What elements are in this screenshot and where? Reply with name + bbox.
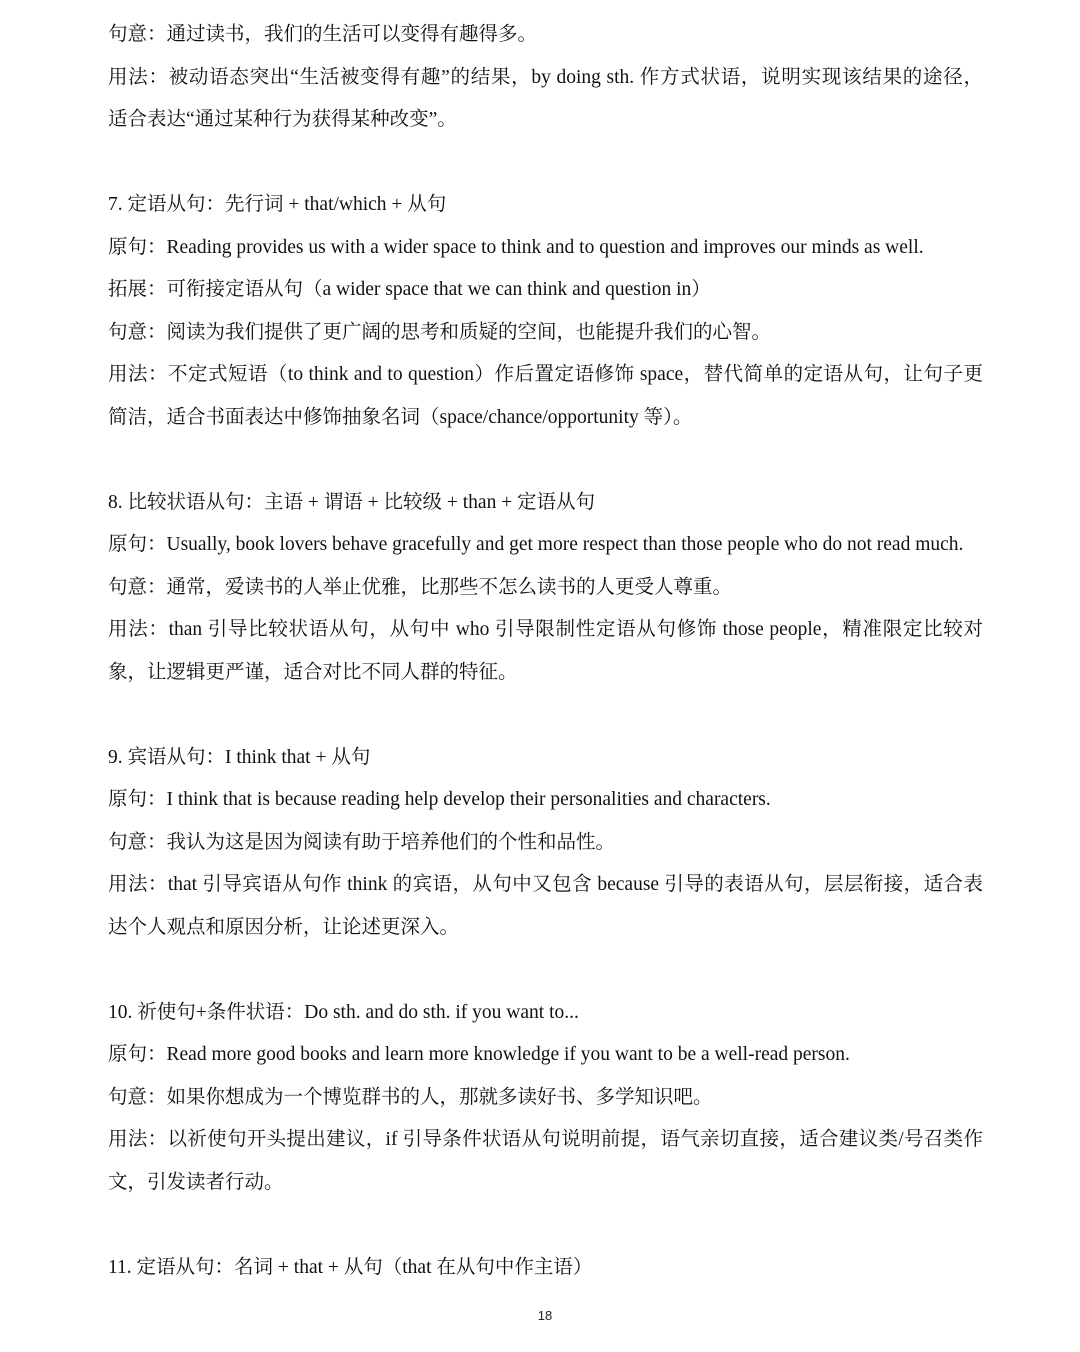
section-heading: 11. 定语从句：名词 + that + 从句（that 在从句中作主语） <box>108 1256 593 1278</box>
extension-line: 拓展：可衔接定语从句（a wider space that we can think and question in） <box>108 279 711 300</box>
section-10 <box>108 992 983 1205</box>
usage-line: 象，让逻辑更严谨，适合对比不同人群的特征。 <box>108 661 518 683</box>
usage-line: 用法：以祈使句开头提出建议，if 引导条件状语从句说明前提，语气亲切直接，适合建议类/号召类作 <box>108 1129 983 1150</box>
usage-paragraph <box>108 57 983 142</box>
meaning-paragraph <box>108 14 983 57</box>
usage-paragraph <box>108 864 983 949</box>
section-heading: 10. 祈使句+条件状语：Do sth. and do sth. if you want to... <box>108 1001 579 1023</box>
section-11 <box>108 1247 983 1290</box>
original-sentence: 原句：Usually, book lovers behave gracefully and get more respect than those people who do not read much. <box>108 534 964 555</box>
usage-line: 用法：that 引导宾语从句作 think 的宾语，从句中又包含 because 引导的表语从句，层层衔接，适合表 <box>108 874 983 895</box>
original-sentence: 原句：Reading provides us with a wider space to think and to question and improves our minds as well. <box>108 236 924 258</box>
meaning-line: 句意：通过读书，我们的生活可以变得有趣得多。 <box>108 24 538 45</box>
usage-paragraph <box>108 1119 983 1204</box>
section-heading: 8. 比较状语从句：主语 + 谓语 + 比较级 + than + 定语从句 <box>108 491 596 513</box>
section-heading: 9. 宾语从句：I think that + 从句 <box>108 746 371 768</box>
usage-line: 用法：than 引导比较状语从句，从句中 who 引导限制性定语从句修饰 those people，精准限定比较对 <box>108 619 983 640</box>
usage-paragraph <box>108 354 983 439</box>
page-content <box>108 14 983 1289</box>
usage-line: 适合表达“通过某种行为获得某种改变”。 <box>108 109 457 130</box>
usage-line: 用法：不定式短语（to think and to question）作后置定语修饰 space，替代简单的定语从句，让句子更 <box>108 364 983 385</box>
usage-line: 文，引发读者行动。 <box>108 1171 284 1193</box>
meaning-line: 句意：我认为这是因为阅读有助于培养他们的个性和品性。 <box>108 831 616 853</box>
original-sentence: 原句：I think that is because reading help develop their personalities and characters. <box>108 789 771 810</box>
meaning-line: 句意：阅读为我们提供了更广阔的思考和质疑的空间，也能提升我们的心智。 <box>108 321 772 343</box>
usage-line: 达个人观点和原因分析，让论述更深入。 <box>108 916 460 938</box>
section-heading: 7. 定语从句：先行词 + that/which + 从句 <box>108 194 447 215</box>
usage-paragraph <box>108 609 983 694</box>
meaning-line: 句意：如果你想成为一个博览群书的人，那就多读好书、多学知识吧。 <box>108 1086 713 1108</box>
section-7 <box>108 184 983 439</box>
section-8 <box>108 482 983 695</box>
usage-line: 用法：被动语态突出“生活被变得有趣”的结果，by doing sth. 作方式状语，说明实现该结果的途径， <box>108 66 983 88</box>
page-number: 18 <box>537 1308 553 1323</box>
meaning-line: 句意：通常，爱读书的人举止优雅，比那些不怎么读书的人更受人尊重。 <box>108 576 733 598</box>
original-sentence: 原句：Read more good books and learn more knowledge if you want to be a well-read person. <box>108 1044 850 1065</box>
usage-line: 简洁，适合书面表达中修饰抽象名词（space/chance/opportunity 等）。 <box>108 406 693 428</box>
section-9 <box>108 737 983 950</box>
intro-block <box>108 14 983 142</box>
